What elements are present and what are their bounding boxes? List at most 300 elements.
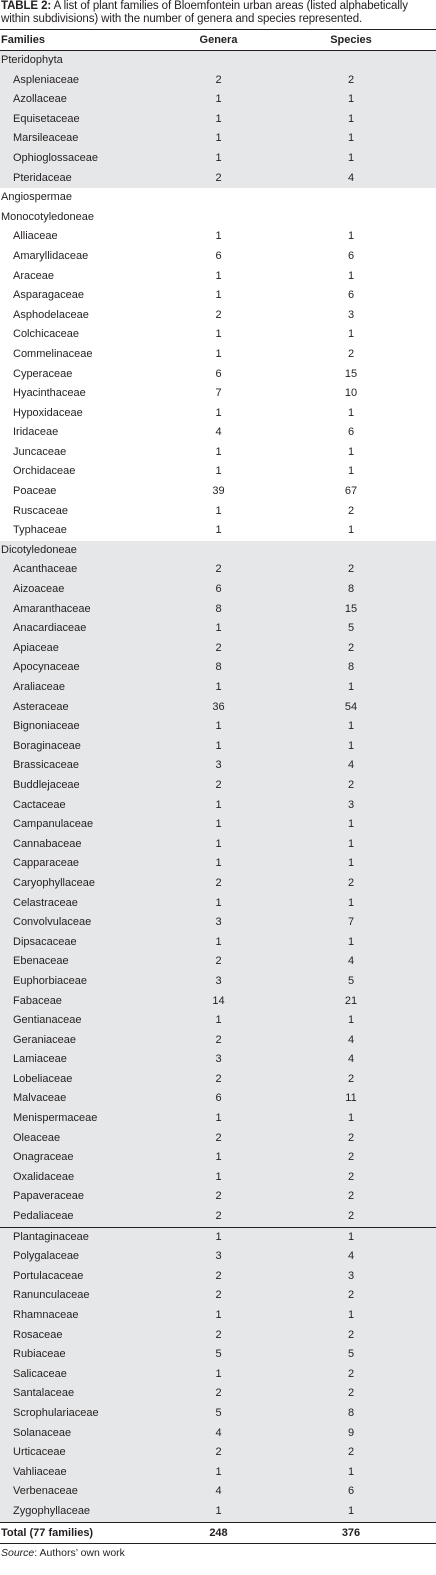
genera-cell: 2 (171, 1070, 266, 1090)
family-cell: Poaceae (13, 485, 57, 498)
family-cell: Fabaceae (0, 992, 171, 1012)
genera-cell: 5 (171, 1404, 266, 1424)
species-cell: 54 (266, 698, 436, 718)
table-row (0, 1011, 436, 1031)
table-row (0, 972, 436, 992)
genera-cell: 1 (215, 524, 222, 537)
table-row (0, 952, 436, 972)
genera-cell: 4 (171, 1482, 266, 1502)
genera-cell: 1 (171, 815, 266, 835)
genera-cell: 2 (171, 776, 266, 796)
table-row (0, 1326, 436, 1346)
species-cell: 1 (266, 1463, 436, 1483)
table-row (0, 1384, 436, 1404)
genera-cell: 1 (171, 1168, 266, 1188)
species-cell: 1 (266, 149, 436, 169)
family-cell: Solanaceae (0, 1424, 171, 1444)
family-cell: Convolvulaceae (0, 913, 171, 933)
species-cell: 7 (266, 913, 436, 933)
table-row (0, 1345, 436, 1365)
species-cell: 1 (266, 717, 436, 737)
species-cell: 21 (266, 992, 436, 1012)
section-row (0, 208, 436, 228)
species-cell: 4 (266, 952, 436, 972)
genera-cell: 2 (171, 1187, 266, 1207)
species-cell: 2 (266, 1148, 436, 1168)
family-cell: Equisetaceae (0, 110, 171, 130)
family-cell: Dipsacaceae (0, 933, 171, 953)
species-cell: 2 (266, 1443, 436, 1463)
family-cell: Lamiaceae (0, 1050, 171, 1070)
species-cell: 6 (347, 249, 355, 262)
species-cell: 11 (266, 1089, 436, 1109)
species-cell: 8 (266, 658, 436, 678)
caption-text: A list of plant families of Bloemfontein urban areas (listed alphabetically within subdivisions) with the number of genera and species represented. (1, 0, 408, 25)
family-cell: Malvaceae (0, 1089, 171, 1109)
genera-cell: 2 (171, 1207, 266, 1227)
total-genera: 248 (171, 1522, 266, 1543)
family-cell: Papaveraceae (0, 1187, 171, 1207)
table-row (0, 619, 436, 639)
table-row (0, 404, 436, 424)
genera-cell: 1 (215, 328, 222, 341)
family-cell: Plantaginaceae (0, 1227, 171, 1247)
genera-cell: 6 (215, 367, 222, 380)
table-row (0, 639, 436, 659)
species-cell: 1 (347, 269, 355, 282)
species-cell (266, 51, 436, 71)
species-cell: 4 (266, 1031, 436, 1051)
table-row (0, 1050, 436, 1070)
species-cell: 1 (347, 406, 355, 419)
genera-cell: 1 (171, 854, 266, 874)
section-row (0, 51, 436, 71)
table-row (0, 992, 436, 1012)
species-cell: 1 (266, 933, 436, 953)
species-cell: 9 (266, 1424, 436, 1444)
species-cell: 2 (347, 504, 355, 517)
genera-cell: 14 (171, 992, 266, 1012)
table-row (0, 169, 436, 189)
species-cell: 2 (266, 71, 436, 91)
species-cell: 3 (347, 308, 355, 321)
species-cell: 67 (344, 485, 358, 498)
family-cell: Caryophyllaceae (0, 874, 171, 894)
species-cell: 2 (266, 560, 436, 580)
header-species: Species (266, 30, 436, 51)
section-label: Monocotyledoneae (1, 210, 94, 223)
genera-cell: 2 (171, 1286, 266, 1306)
table-row (0, 462, 436, 482)
species-cell (266, 208, 436, 228)
species-cell: 1 (266, 1227, 436, 1247)
family-cell: Polygalaceae (0, 1247, 171, 1267)
families-table (0, 29, 436, 1544)
table-row (0, 1306, 436, 1326)
family-cell: Capparaceae (0, 854, 171, 874)
genera-cell: 36 (171, 698, 266, 718)
family-cell: Araliaceae (0, 678, 171, 698)
genera-cell: 3 (171, 1247, 266, 1267)
family-cell: Bignoniaceae (0, 717, 171, 737)
species-cell: 2 (347, 347, 355, 360)
genera-cell: 1 (215, 406, 222, 419)
table-body (0, 51, 436, 1523)
table-row (0, 1187, 436, 1207)
table-row (0, 306, 436, 326)
family-cell: Lobeliaceae (0, 1070, 171, 1090)
genera-cell: 1 (171, 717, 266, 737)
header-row (0, 30, 436, 51)
genera-cell: 3 (171, 913, 266, 933)
source-note (1, 1547, 125, 1559)
genera-cell: 2 (171, 874, 266, 894)
table-row (0, 1168, 436, 1188)
species-cell: 3 (266, 796, 436, 816)
species-cell: 1 (347, 230, 355, 243)
genera-cell: 8 (171, 600, 266, 620)
table-row (0, 286, 436, 306)
table-row (0, 1227, 436, 1247)
genera-cell: 1 (171, 1109, 266, 1129)
family-cell: Rosaceae (0, 1326, 171, 1346)
table-row (0, 1267, 436, 1287)
table-row (0, 1247, 436, 1267)
family-cell: Buddlejaceae (0, 776, 171, 796)
genera-cell: 8 (171, 658, 266, 678)
genera-cell: 3 (171, 1050, 266, 1070)
genera-cell: 2 (171, 639, 266, 659)
species-cell: 3 (266, 1267, 436, 1287)
section-row (0, 541, 436, 561)
family-cell: Apocynaceae (0, 658, 171, 678)
table-row (0, 1424, 436, 1444)
family-cell: Hypoxidaceae (13, 406, 83, 419)
genera-cell: 1 (215, 289, 222, 302)
table-row (0, 560, 436, 580)
table-row (0, 796, 436, 816)
genera-cell: 2 (171, 1326, 266, 1346)
family-cell: Azollaceae (0, 90, 171, 110)
section-label: Angiospermae (1, 191, 72, 204)
family-cell: Amaryllidaceae (13, 249, 89, 262)
family-cell: Cyperaceae (13, 367, 73, 380)
genera-cell: 2 (215, 308, 222, 321)
table-row (0, 227, 436, 247)
caption-label: TABLE 2: (1, 0, 52, 12)
section-row (0, 188, 436, 208)
genera-cell: 1 (171, 737, 266, 757)
family-cell: Cannabaceae (0, 835, 171, 855)
species-cell: 2 (266, 874, 436, 894)
table-row (0, 776, 436, 796)
species-cell: 2 (266, 1070, 436, 1090)
family-cell: Ranunculaceae (0, 1286, 171, 1306)
species-cell: 5 (266, 1345, 436, 1365)
species-cell: 5 (266, 619, 436, 639)
family-cell: Oleaceae (0, 1129, 171, 1149)
species-cell: 1 (347, 328, 355, 341)
genera-cell: 1 (171, 894, 266, 914)
family-cell: Salicaceae (0, 1365, 171, 1385)
family-cell: Oxalidaceae (0, 1168, 171, 1188)
family-cell: Alliaceae (13, 230, 58, 243)
section-label: Pteridophyta (0, 51, 171, 71)
family-cell: Menispermaceae (0, 1109, 171, 1129)
table-row (0, 717, 436, 737)
genera-cell: 2 (171, 952, 266, 972)
genera-cell: 4 (171, 1424, 266, 1444)
genera-cell: 2 (171, 169, 266, 189)
table-row (0, 90, 436, 110)
genera-cell: 6 (215, 249, 222, 262)
species-cell: 4 (266, 1050, 436, 1070)
table-row (0, 698, 436, 718)
table-row (0, 933, 436, 953)
table-row (0, 737, 436, 757)
genera-cell: 1 (171, 1306, 266, 1326)
family-cell: Asteraceae (0, 698, 171, 718)
family-cell: Amaranthaceae (0, 600, 171, 620)
genera-cell (171, 188, 266, 208)
table-row (0, 129, 436, 149)
table-row (0, 1482, 436, 1502)
family-cell: Santalaceae (0, 1384, 171, 1404)
family-cell: Portulacaceae (0, 1267, 171, 1287)
genera-cell: 1 (171, 835, 266, 855)
table-row (0, 1109, 436, 1129)
family-cell: Scrophulariaceae (0, 1404, 171, 1424)
species-cell: 2 (266, 1286, 436, 1306)
species-cell: 15 (266, 600, 436, 620)
species-cell: 1 (266, 894, 436, 914)
family-cell: Ebenaceae (0, 952, 171, 972)
table-caption (1, 0, 435, 26)
family-cell: Asphodelaceae (13, 308, 89, 321)
family-cell: Pedaliaceae (0, 1207, 171, 1227)
genera-cell: 1 (171, 678, 266, 698)
family-cell: Campanulaceae (0, 815, 171, 835)
header-families: Families (0, 30, 171, 51)
genera-cell: 1 (171, 149, 266, 169)
family-cell: Colchicaceae (13, 328, 80, 341)
family-cell: Rubiaceae (0, 1345, 171, 1365)
species-cell: 1 (266, 678, 436, 698)
source-text: : Authors’ own work (34, 1547, 125, 1559)
genera-cell: 2 (171, 71, 266, 91)
table-row (0, 365, 436, 385)
genera-cell: 1 (215, 269, 222, 282)
genera-cell: 1 (215, 230, 222, 243)
table-row (0, 1463, 436, 1483)
table-row (0, 835, 436, 855)
table-row (0, 756, 436, 776)
family-cell: Rhamnaceae (0, 1306, 171, 1326)
table-row (0, 678, 436, 698)
family-cell: Gentianaceae (0, 1011, 171, 1031)
species-cell: 4 (266, 169, 436, 189)
table-row (0, 1443, 436, 1463)
table-row (0, 325, 436, 345)
family-cell: Typhaceae (13, 524, 67, 537)
genera-cell: 1 (171, 1227, 266, 1247)
family-cell: Boraginaceae (0, 737, 171, 757)
species-cell: 1 (266, 854, 436, 874)
species-cell: 2 (266, 776, 436, 796)
family-cell: Commelinaceae (13, 347, 93, 360)
table-row (0, 482, 436, 502)
table-row (0, 149, 436, 169)
family-cell: Zygophyllaceae (0, 1502, 171, 1522)
family-cell: Anacardiaceae (0, 619, 171, 639)
table-row (0, 1404, 436, 1424)
species-cell: 6 (347, 289, 355, 302)
genera-cell: 1 (171, 1365, 266, 1385)
table-row (0, 384, 436, 404)
family-cell: Vahliaceae (0, 1463, 171, 1483)
species-cell: 1 (266, 1306, 436, 1326)
table-row (0, 1207, 436, 1227)
genera-cell: 5 (171, 1345, 266, 1365)
family-cell: Aspleniaceae (0, 71, 171, 91)
genera-cell: 3 (171, 756, 266, 776)
genera-cell: 2 (171, 1129, 266, 1149)
genera-cell: 1 (171, 1463, 266, 1483)
genera-cell: 2 (171, 1031, 266, 1051)
species-cell: 1 (347, 465, 355, 478)
family-cell: Ophioglossaceae (0, 149, 171, 169)
table-row (0, 1148, 436, 1168)
genera-cell: 2 (171, 1267, 266, 1287)
species-cell: 4 (266, 756, 436, 776)
family-cell: Asparagaceae (13, 289, 84, 302)
species-cell: 1 (266, 129, 436, 149)
table-row (0, 1031, 436, 1051)
family-cell: Juncaceae (13, 445, 67, 458)
genera-cell: 1 (171, 1011, 266, 1031)
family-cell: Celastraceae (0, 894, 171, 914)
family-cell: Iridaceae (13, 426, 59, 439)
species-cell: 2 (266, 1129, 436, 1149)
genera-cell: 2 (171, 560, 266, 580)
species-cell: 2 (266, 1326, 436, 1346)
table-row (0, 658, 436, 678)
species-cell: 1 (266, 815, 436, 835)
genera-cell: 1 (215, 504, 222, 517)
family-cell: Orchidaceae (13, 465, 76, 478)
table-row (0, 1070, 436, 1090)
family-cell: Brassicaceae (0, 756, 171, 776)
table-row (0, 1286, 436, 1306)
table-row (0, 71, 436, 91)
family-cell: Apiaceae (0, 639, 171, 659)
genera-cell: 1 (171, 1502, 266, 1522)
genera-cell: 1 (215, 445, 222, 458)
genera-cell: 1 (171, 110, 266, 130)
family-cell: Urticaceae (0, 1443, 171, 1463)
genera-cell: 1 (215, 347, 222, 360)
family-cell: Hyacinthaceae (13, 387, 86, 400)
source-label: Source (1, 1547, 35, 1559)
species-cell: 2 (266, 639, 436, 659)
species-cell: 8 (266, 1404, 436, 1424)
table-row (0, 267, 436, 287)
species-cell: 2 (266, 1187, 436, 1207)
species-cell: 8 (266, 580, 436, 600)
species-cell: 2 (266, 1384, 436, 1404)
table-row (0, 502, 436, 522)
genera-cell: 1 (171, 619, 266, 639)
table-row (0, 247, 436, 267)
genera-cell: 39 (212, 485, 225, 498)
table-row (0, 345, 436, 365)
header-genera: Genera (171, 30, 266, 51)
species-cell: 6 (266, 1482, 436, 1502)
species-cell: 1 (266, 737, 436, 757)
genera-cell: 1 (171, 90, 266, 110)
genera-cell: 1 (171, 1148, 266, 1168)
table-row (0, 913, 436, 933)
species-cell: 1 (266, 1109, 436, 1129)
genera-cell: 1 (215, 465, 222, 478)
species-cell (266, 541, 436, 561)
table-row (0, 423, 436, 443)
species-cell: 6 (347, 426, 355, 439)
species-cell: 2 (266, 1207, 436, 1227)
table-row (0, 521, 436, 541)
genera-cell: 7 (215, 387, 222, 400)
genera-cell: 2 (171, 1443, 266, 1463)
family-cell: Cactaceae (0, 796, 171, 816)
table-row (0, 1365, 436, 1385)
genera-cell: 1 (171, 129, 266, 149)
species-cell: 2 (266, 1365, 436, 1385)
table-row (0, 1129, 436, 1149)
species-cell: 4 (266, 1247, 436, 1267)
table-row (0, 854, 436, 874)
family-cell: Euphorbiaceae (0, 972, 171, 992)
table-row (0, 815, 436, 835)
family-cell: Aizoaceae (0, 580, 171, 600)
genera-cell: 6 (171, 580, 266, 600)
species-cell: 1 (266, 1502, 436, 1522)
family-cell: Acanthaceae (0, 560, 171, 580)
genera-cell: 3 (171, 972, 266, 992)
family-cell: Araceae (13, 269, 54, 282)
species-cell (266, 188, 436, 208)
species-cell: 5 (266, 972, 436, 992)
genera-cell: 2 (171, 1384, 266, 1404)
table-row (0, 110, 436, 130)
genera-cell: 1 (171, 933, 266, 953)
genera-cell (171, 51, 266, 71)
table-row (0, 580, 436, 600)
family-cell: Onagraceae (0, 1148, 171, 1168)
total-label: Total (77 families) (0, 1522, 171, 1543)
section-label: Dicotyledoneae (0, 541, 171, 561)
table-row (0, 600, 436, 620)
species-cell: 15 (344, 367, 358, 380)
table-row (0, 443, 436, 463)
total-species: 376 (266, 1522, 436, 1543)
species-cell: 2 (266, 1168, 436, 1188)
family-cell: Verbenaceae (0, 1482, 171, 1502)
family-cell: Geraniaceae (0, 1031, 171, 1051)
table-row (0, 874, 436, 894)
species-cell: 1 (266, 835, 436, 855)
species-cell: 1 (266, 110, 436, 130)
table-row (0, 1089, 436, 1109)
